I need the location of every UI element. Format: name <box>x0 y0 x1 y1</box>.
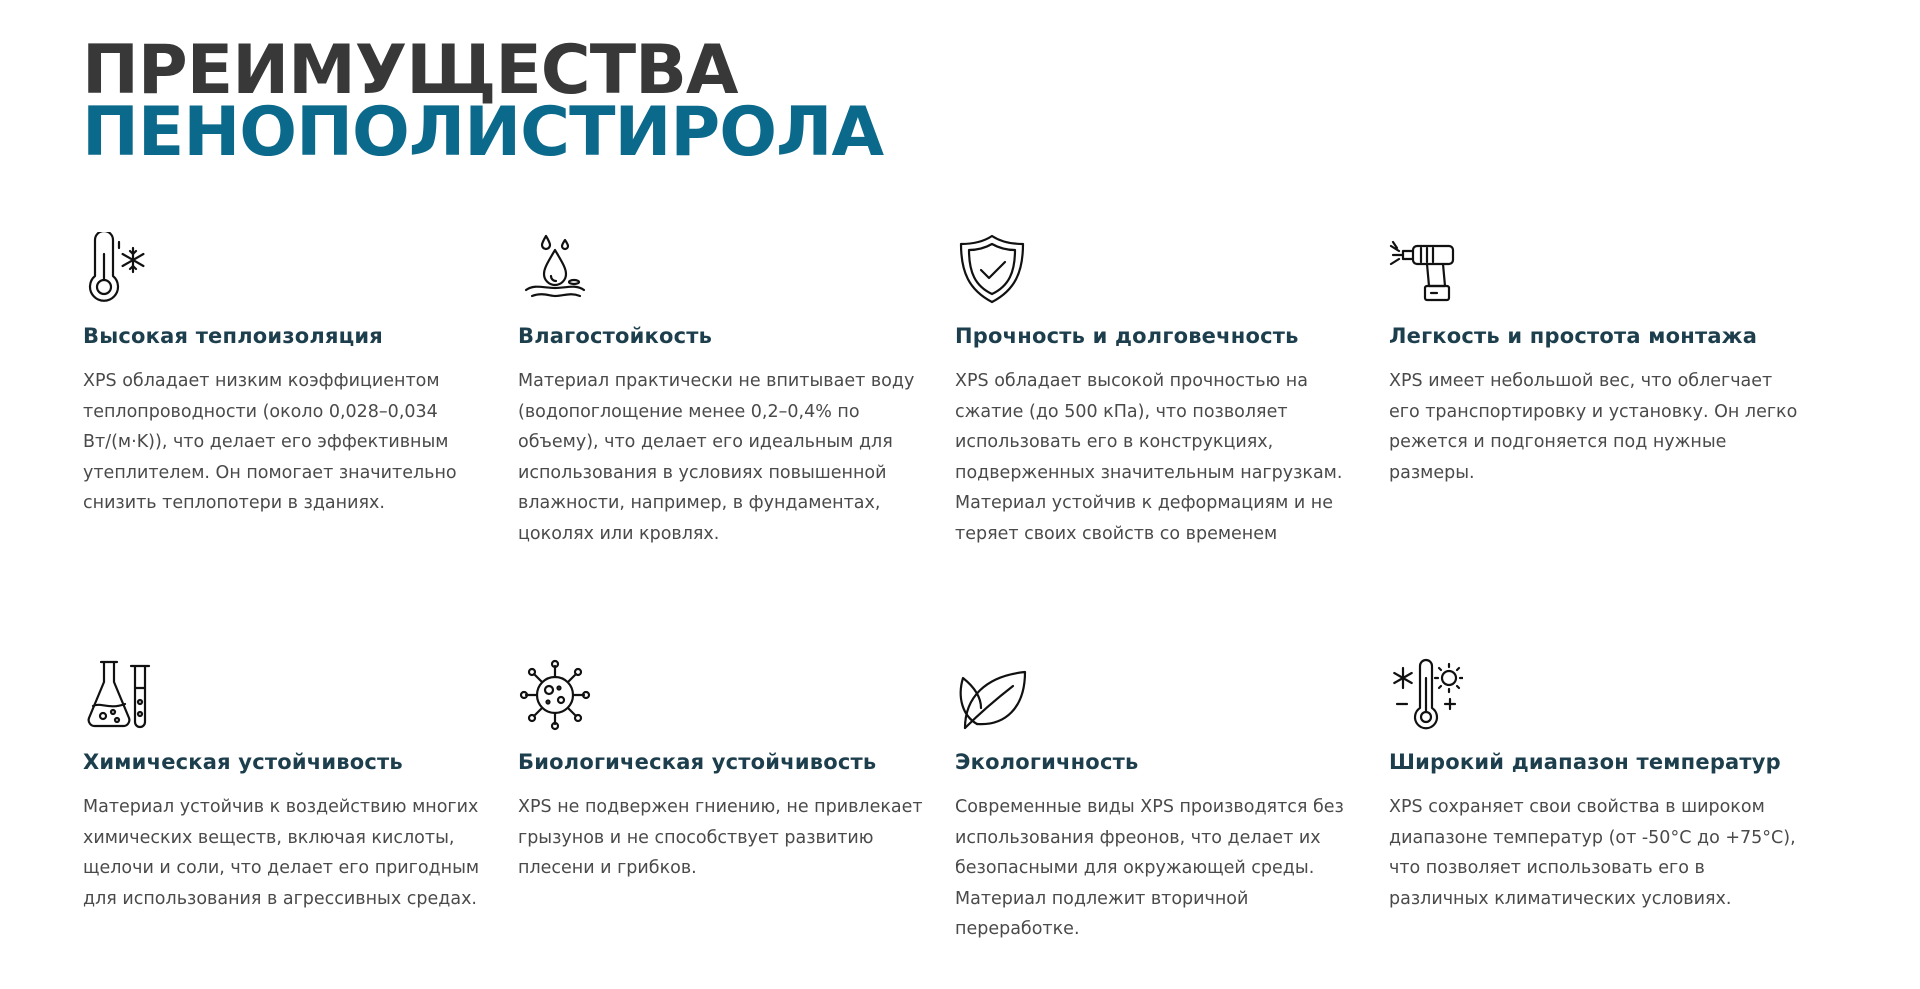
feature-easy-installation <box>1389 232 1809 488</box>
feature-description: XPS обладает высокой прочностью на сжатие (до 500 кПа), что позволяет использовать его в конструкциях, подверженных значительным нагрузкам. Материал устойчив к деформациям и не теряет своих свойств со временем <box>955 371 1343 544</box>
feature-description: XPS сохраняет свои свойства в широком диапазоне температур (от -50°C до +75°C), что позволяет использовать его в различных климатических условиях. <box>1389 797 1796 909</box>
feature-title: Легкость и простота монтажа <box>1389 324 1758 348</box>
feature-chemical-resistance <box>83 658 503 914</box>
feature-description: XPS не подвержен гниению, не привлекает грызунов и не способствует развитию плесени и грибков. <box>518 797 923 878</box>
page-title <box>82 31 884 172</box>
page-title-line-2: ПЕНОПОЛИСТИРОЛА <box>82 93 884 172</box>
leaf-icon <box>955 658 1029 732</box>
feature-title: Биологическая устойчивость <box>518 750 877 774</box>
feature-thermal-insulation <box>83 232 503 519</box>
drill-icon <box>1389 232 1463 306</box>
water-drops-icon <box>518 232 592 306</box>
feature-description: XPS имеет небольшой вес, что облегчает его транспортировку и установку. Он легко режется и подгоняется под нужные размеры. <box>1389 371 1798 483</box>
feature-title: Широкий диапазон температур <box>1389 750 1781 774</box>
feature-moisture-resistance <box>518 232 938 549</box>
page-title-line-1: ПРЕИМУЩЕСТВА <box>82 31 738 110</box>
feature-description: Материал устойчив к воздействию многих химических веществ, включая кислоты, щелочи и соли, что делает его пригодным для использования в агрессивных средах. <box>83 797 480 909</box>
shield-check-icon <box>955 232 1029 306</box>
feature-description: Материал практически не впитывает воду (водопоглощение менее 0,2–0,4% по объему), что делает его идеальным для использования в условиях повышенной влажности, например, в фундаментах, цоколях или кровлях. <box>518 371 915 544</box>
flask-test-tube-icon <box>83 658 157 732</box>
virus-icon <box>518 658 592 732</box>
feature-title: Высокая теплоизоляция <box>83 324 383 348</box>
feature-description: XPS обладает низким коэффициентом теплопроводности (около 0,028–0,034 Вт/(м·K)), что делает его эффективным утеплителем. Он помогает значительно снизить теплопотери в зданиях. <box>83 371 457 513</box>
feature-title: Экологичность <box>955 750 1139 774</box>
feature-title: Влагостойкость <box>518 324 713 348</box>
thermometer-snowflake-icon <box>83 232 157 306</box>
feature-wide-temperature-range <box>1389 658 1809 914</box>
feature-biological-resistance <box>518 658 938 884</box>
feature-title: Прочность и долговечность <box>955 324 1299 348</box>
feature-eco-friendly <box>955 658 1375 945</box>
thermometer-sun-snowflake-icon <box>1389 658 1463 732</box>
feature-strength-durability <box>955 232 1375 549</box>
feature-title: Химическая устойчивость <box>83 750 403 774</box>
feature-description: Современные виды XPS производятся без использования фреонов, что делает их безопасными для окружающей среды. Материал подлежит вторичной переработке. <box>955 797 1344 939</box>
